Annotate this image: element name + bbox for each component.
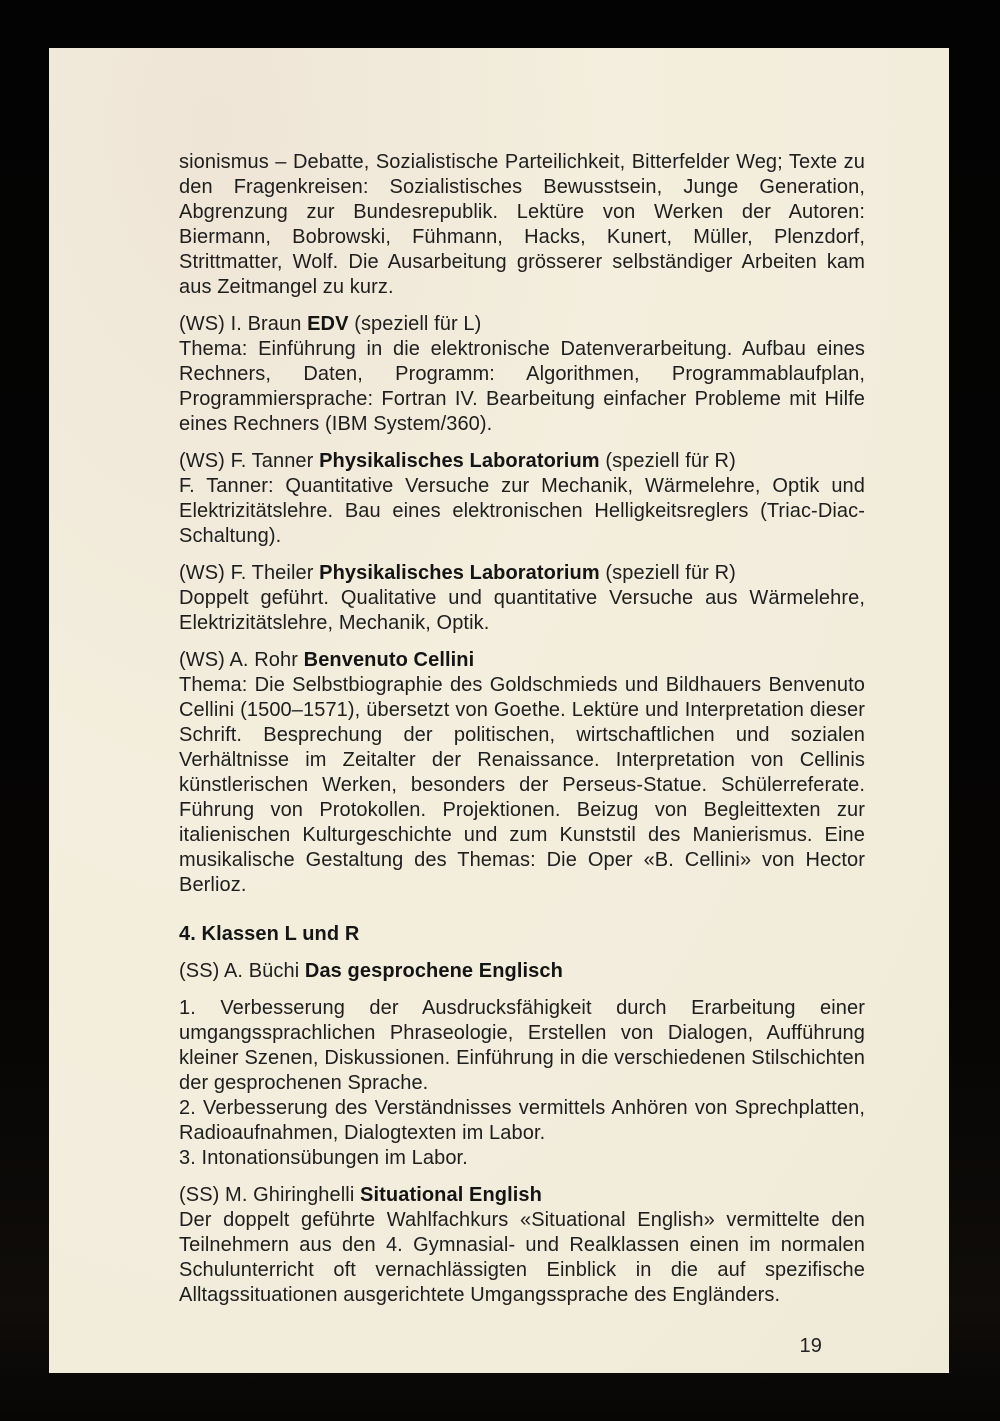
course-teacher: (WS) A. Rohr bbox=[179, 649, 304, 671]
course-description: Thema: Die Selbstbiographie des Goldschmieds und Bildhauers Benvenuto Cellini (1500–1571), übersetzt von Goethe. Lektüre und Interpretation dieser Schrift. Besprechung der politischen, wirtschaftlichen und sozialen Verhältnisse im Zeitalter der Renaissance. Interpretation von Cellinis künstlerischen Werken, besonders der Perseus-Statue. Schülerreferate. Führung von Protokollen. Projektionen. Beizug von Begleittexten zur italienischen Kulturgeschichte und zum Kunststil des Manierismus. Eine musikalische Gestaltung des Themas: Die Oper «B. Cellini» von Hector Berlioz. bbox=[179, 674, 865, 896]
course-title: EDV bbox=[307, 313, 349, 335]
course-description: Thema: Einführung in die elektronische Datenverarbeitung. Aufbau eines Rechners, Daten, Programm: Algorithmen, Programmablaufplan, Programmiersprache: Fortran IV. Bearbeitung einfacher Probleme mit Hilfe eines Rechners (IBM System/360). bbox=[179, 338, 865, 435]
course-teacher: (speziell für R) bbox=[599, 562, 736, 584]
course-header bbox=[179, 449, 865, 474]
course-entry bbox=[179, 1183, 865, 1308]
course-header bbox=[179, 561, 865, 586]
page-number: 19 bbox=[799, 1335, 822, 1357]
course-header bbox=[179, 312, 865, 337]
course-title: Das gesprochene Englisch bbox=[304, 960, 563, 982]
paragraph: 1. Verbesserung der Ausdrucksfähigkeit durch Erarbeitung einer umgangssprachlichen Phraseologie, Erstellen von Dialogen, Aufführung kleiner Szenen, Diskussionen. Einführung in die verschiedenen Stilschichten der gesprochenen Sprache. 2. Verbesserung des Verständnisses vermittels Anhören von Sprechplatten, Radioaufnahmen, Dialogtexten im Labor. 3. Intonationsübungen im Labor. bbox=[179, 997, 865, 1169]
course-description: F. Tanner: Quantitative Versuche zur Mechanik, Wärmelehre, Optik und Elektrizitätslehre. Bau eines elektronischen Helligkeitsreglers (Triac-Diac-Schaltung). bbox=[179, 475, 865, 547]
course-header bbox=[179, 959, 865, 984]
course-header bbox=[179, 1183, 865, 1208]
course-entry bbox=[179, 561, 865, 636]
section-heading: 4. Klassen L und R bbox=[179, 923, 360, 945]
course-teacher: (WS) F. Theiler bbox=[179, 562, 320, 584]
course-teacher: (WS) F. Tanner bbox=[179, 450, 320, 472]
course-entry bbox=[179, 648, 865, 898]
course-teacher: (WS) I. Braun bbox=[179, 313, 308, 335]
course-teacher: (speziell für L) bbox=[348, 313, 482, 335]
course-header bbox=[179, 648, 865, 673]
course-entry bbox=[179, 449, 865, 549]
course-entry bbox=[179, 959, 865, 984]
page-text bbox=[179, 150, 865, 1359]
course-title: Benvenuto Cellini bbox=[303, 649, 475, 671]
course-title: Physikalisches Laboratorium bbox=[319, 450, 600, 472]
paragraph: sionismus – Debatte, Sozialistische Parteilichkeit, Bitterfelder Weg; Texte zu den Fragenkreisen: Sozialistisches Bewusstsein, Junge Generation, Abgrenzung zur Bundesrepublik. Lektüre von Werken der Autoren: Biermann, Bobrowski, Fühmann, Hacks, Kunert, Müller, Plenzdorf, Strittmatter, Wolf. Die Ausarbeitung grösserer selbständiger Arbeiten kam aus Zeitmangel zu kurz. bbox=[179, 151, 865, 298]
course-description: Doppelt geführt. Qualitative und quantitative Versuche aus Wärmelehre, Elektrizitätslehre, Mechanik, Optik. bbox=[179, 587, 865, 634]
course-teacher: (SS) A. Büchi bbox=[179, 960, 305, 982]
course-entry bbox=[179, 312, 865, 437]
course-teacher: (speziell für R) bbox=[599, 450, 736, 472]
course-title: Situational English bbox=[360, 1184, 542, 1206]
course-description: Der doppelt geführte Wahlfachkurs «Situational English» vermittelte den Teilnehmern aus den 4. Gymnasial- und Realklassen einen im normalen Schulunterricht oft vernachlässigten Einblick in die auf spezifische Alltagssituationen ausgerichtete Umgangssprache des Engländers. bbox=[179, 1209, 865, 1306]
course-teacher: (SS) M. Ghiringhelli bbox=[179, 1184, 361, 1206]
course-title: Physikalisches Laboratorium bbox=[319, 562, 600, 584]
document-page bbox=[49, 48, 949, 1373]
